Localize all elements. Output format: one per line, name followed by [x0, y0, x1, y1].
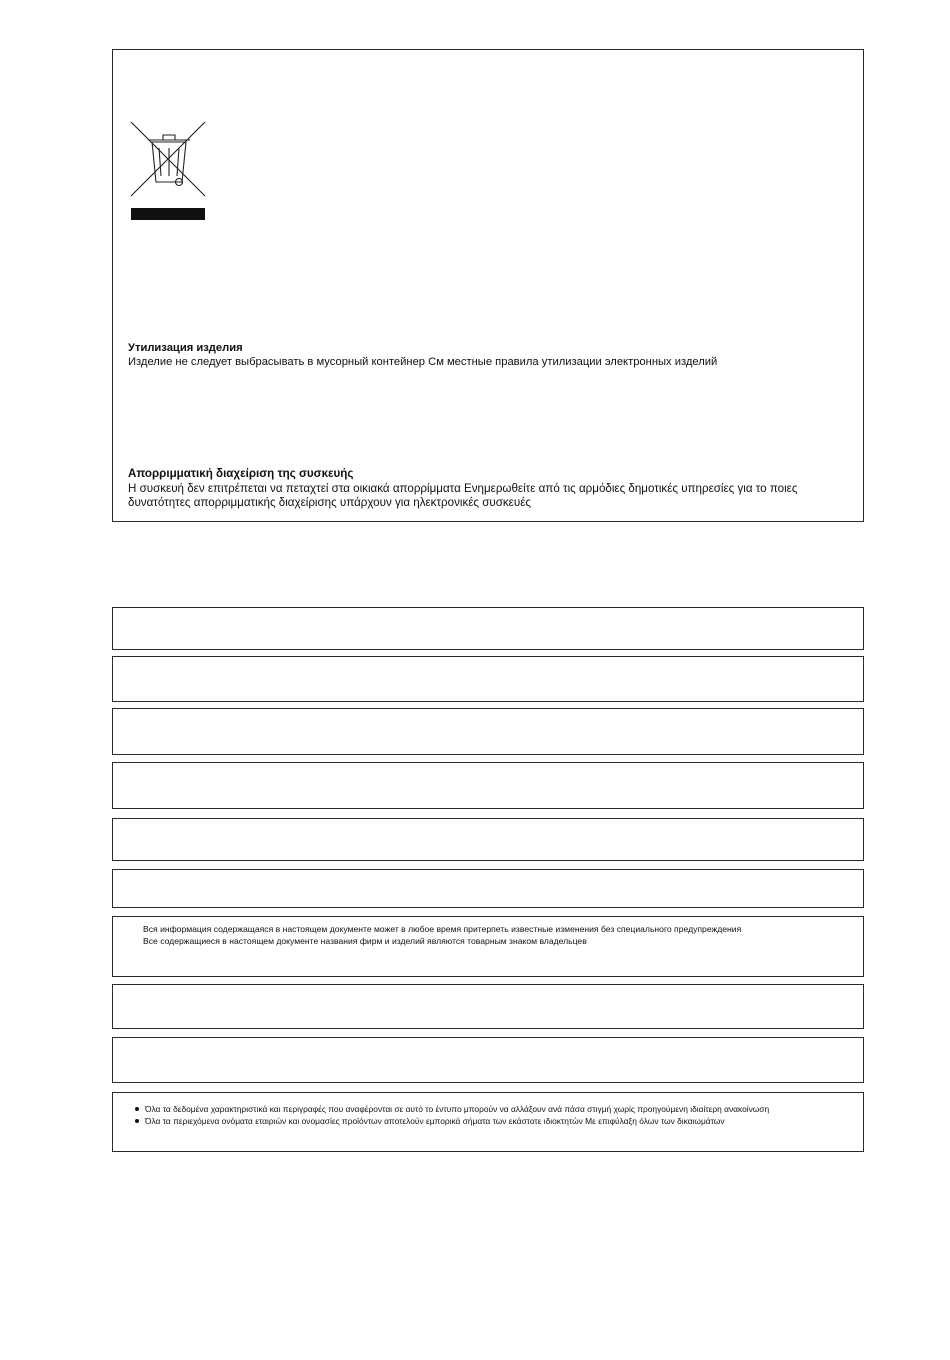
bullet-item: Όλα τα περιεχόμενα ονόματα εταιριών και ονομασίες προϊόντων αποτελούν εμπορικά σήματα των εκάστοτε ιδιοκτητών Με επιφύλαξη όλων των δικαιωμάτων [133, 1115, 833, 1127]
empty-notice-box [112, 984, 864, 1029]
empty-notice-box [112, 708, 864, 755]
empty-notice-box [112, 818, 864, 861]
disposal-section-greek [128, 467, 851, 511]
notice-box-russian [112, 916, 864, 977]
crossed-out-wheelie-bin-icon [129, 120, 209, 222]
notice-box-greek [112, 1092, 864, 1152]
disposal-text-russian: Изделие не следует выбрасывать в мусорный контейнер См местные правила утилизации электронных изделий [128, 356, 718, 368]
disposal-heading-greek: Απορριμματική διαχείριση της συσκευής [128, 467, 354, 480]
empty-notice-box [112, 762, 864, 809]
bullet-item: Όλα τα δεδομένα χαρακτηριστικά και περιγραφές που αναφέρονται σε αυτό το έντυπο μπορούν να αλλάξουν ανά πάσα στιγμή χωρίς προηγούμενη ιδιαίτερη ανακοίνωση [133, 1103, 833, 1115]
empty-notice-box [112, 869, 864, 908]
disposal-heading-russian: Утилизация изделия [128, 342, 243, 354]
disposal-text-greek: Η συσκευή δεν επιτρέπεται να πεταχτεί στα οικιακά απορρίμματα Ενημερωθείτε από τις αρμόδιες δημοτικές υπηρεσίες για το ποιες δυνατότητες απορριμματικής διαχείρισης υπάρχουν για ηλεκτρονικές συσκευές [128, 481, 798, 509]
disposal-section-russian [128, 341, 851, 369]
notice-line: Все содержащиеся в настоящем документе названия фирм и изделий являются товарным знаком владельцев [143, 936, 587, 947]
notice-text-russian [143, 923, 823, 948]
disposal-box [112, 49, 864, 522]
empty-notice-box [112, 1037, 864, 1083]
empty-notice-box [112, 656, 864, 702]
notice-list-greek [133, 1103, 833, 1127]
notice-line: Вся информация содержащаяся в настоящем документе может в любое время притерпеть известные изменения без специального предупреждения [143, 924, 742, 934]
empty-notice-box [112, 607, 864, 650]
